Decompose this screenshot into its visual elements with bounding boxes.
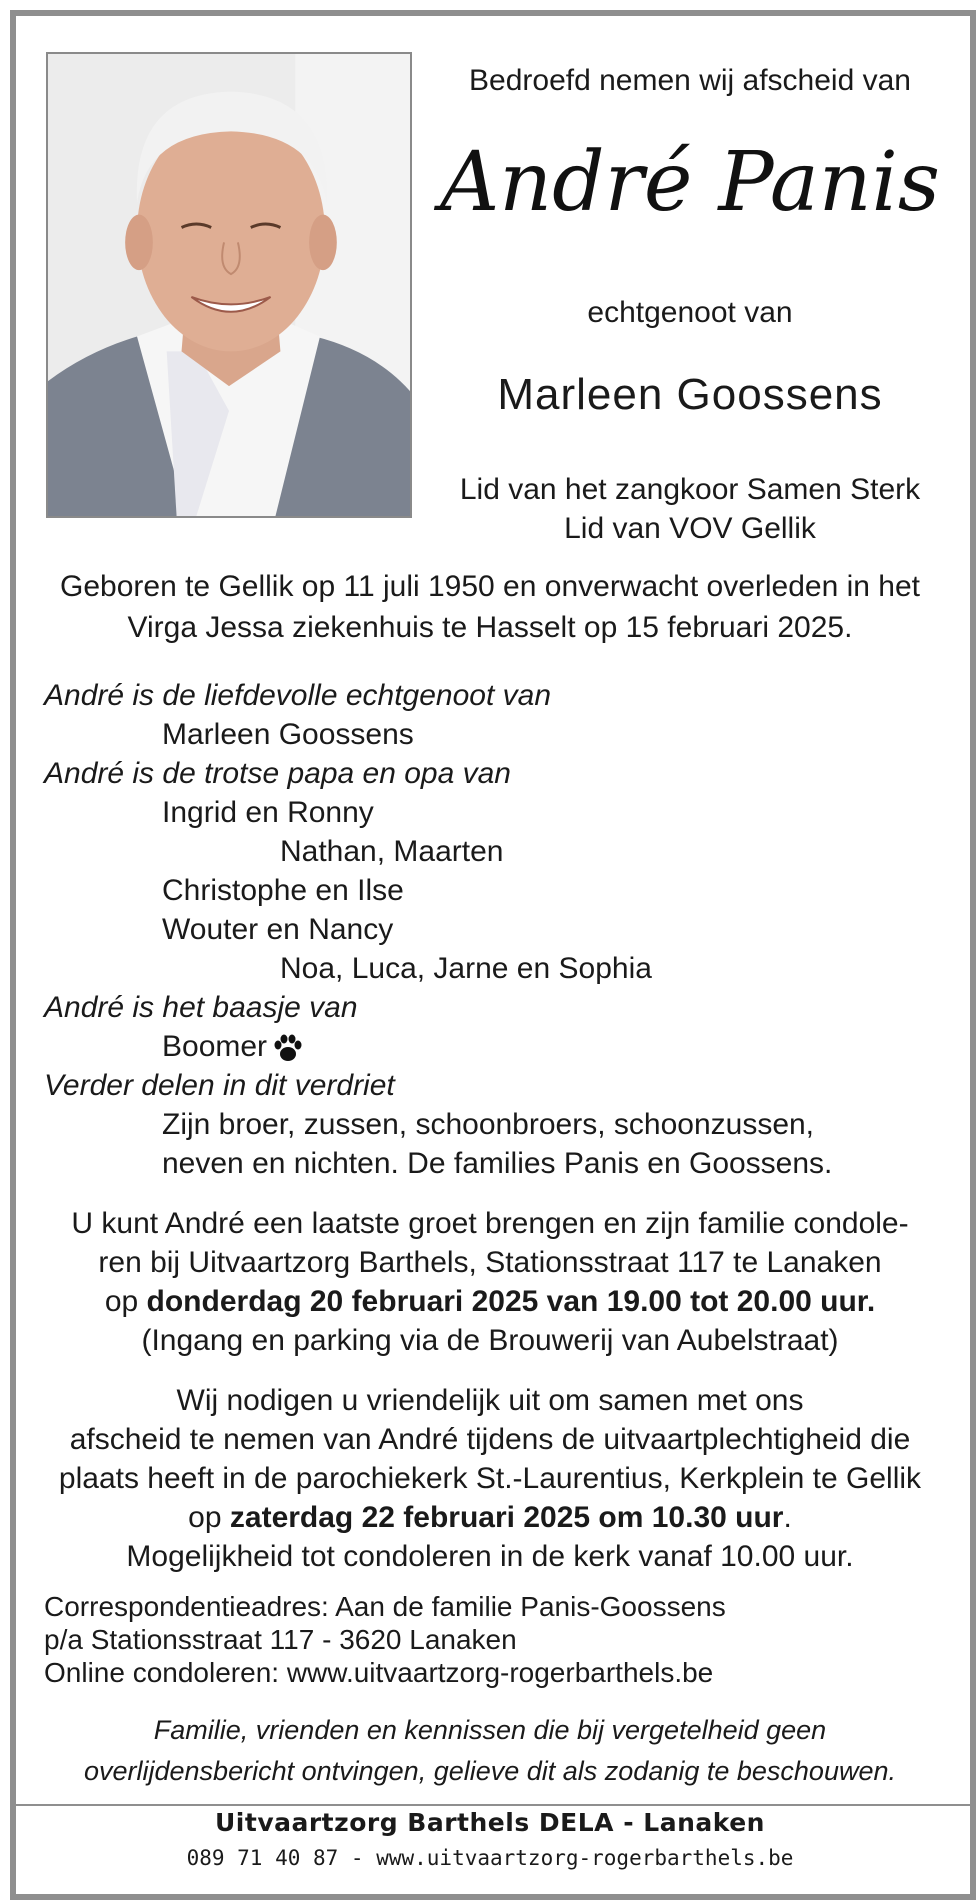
portrait-photo bbox=[46, 52, 412, 518]
family-member: Christophe en Ilse bbox=[162, 874, 404, 907]
visitation-date: op donderdag 20 februari 2025 van 19.00 tot 20.00 uur. bbox=[104, 1285, 876, 1318]
family-heading: Verder delen in dit verdriet bbox=[44, 1069, 395, 1102]
deceased-name bbox=[420, 122, 960, 242]
family-heading: André is de trotse papa en opa van bbox=[44, 757, 511, 790]
death-line: Virga Jessa ziekenhuis te Hasselt op 15 februari 2025. bbox=[127, 611, 853, 644]
funeral-line: Mogelijkheid tot condoleren in de kerk vanaf 10.00 uur. bbox=[126, 1540, 854, 1573]
birth-line: Geboren te Gellik op 11 juli 1950 en onverwacht overleden in het bbox=[60, 570, 920, 603]
family-member: Wouter en Nancy bbox=[162, 913, 394, 946]
deceased-name-text: André Panis bbox=[440, 135, 940, 230]
funeral-line: Wij nodigen u vriendelijk uit om samen met ons bbox=[176, 1384, 804, 1417]
family-member: Ingrid en Ronny bbox=[162, 796, 374, 829]
family-member: neven en nichten. De families Panis en Goossens. bbox=[162, 1147, 833, 1180]
membership-line: Lid van het zangkoor Samen Sterk bbox=[459, 473, 921, 506]
family-member: Nathan, Maarten bbox=[280, 835, 504, 868]
intro-text: Bedroefd nemen wij afscheid van bbox=[469, 64, 911, 97]
notice-note: Familie, vrienden en kennissen die bij vergetelheid geen overlijdensbericht ontvingen, gelieve dit als zodanig te beschouwen. bbox=[83, 1715, 897, 1786]
visitation-line: (Ingang en parking via de Brouwerij van Aubelstraat) bbox=[141, 1324, 839, 1357]
address-line: p/a Stationsstraat 117 - 3620 Lanaken bbox=[44, 1624, 517, 1655]
pet-name: Boomer bbox=[162, 1030, 268, 1063]
spouse-name: Marleen Goossens bbox=[497, 370, 883, 419]
funeral-home-name: Uitvaartzorg Barthels DELA - Lanaken bbox=[215, 1808, 765, 1837]
visitation-line: U kunt André een laatste groet brengen en zijn familie condole- bbox=[71, 1207, 909, 1240]
correspondence-address bbox=[44, 1590, 944, 1689]
spouse-label: echtgenoot van bbox=[587, 296, 793, 329]
visitation-line: ren bij Uitvaartzorg Barthels, Stationsstraat 117 te Lanaken bbox=[98, 1246, 882, 1279]
birth-death-info bbox=[30, 566, 950, 648]
family-member: Marleen Goossens bbox=[162, 718, 414, 751]
memberships bbox=[430, 470, 950, 548]
online-condolence-link: Online condoleren: www.uitvaartzorg-rogerbarthels.be bbox=[44, 1657, 714, 1688]
family-list bbox=[44, 676, 944, 1183]
family-member: Noa, Luca, Jarne en Sophia bbox=[280, 952, 652, 985]
funeral-datetime: zaterdag 22 februari 2025 om 10.30 uur bbox=[229, 1501, 784, 1534]
visitation-info bbox=[30, 1204, 950, 1360]
family-member bbox=[44, 1027, 944, 1066]
visitation-datetime: donderdag 20 februari 2025 van 19.00 tot 20.00 uur. bbox=[146, 1285, 876, 1318]
funeral-line: plaats heeft in de parochiekerk St.-Laurentius, Kerkplein te Gellik bbox=[58, 1462, 922, 1495]
paw-icon bbox=[271, 1031, 305, 1065]
funeral-date: op zaterdag 22 februari 2025 om 10.30 uur. bbox=[188, 1501, 792, 1534]
address-line: Correspondentieadres: Aan de familie Panis-Goossens bbox=[44, 1591, 726, 1622]
footer-divider bbox=[16, 1804, 970, 1806]
family-heading: André is de liefdevolle echtgenoot van bbox=[44, 679, 552, 712]
funeral-line: afscheid te nemen van André tijdens de uitvaartplechtigheid die bbox=[69, 1423, 911, 1456]
funeral-home-contact: 089 71 40 87 - www.uitvaartzorg-rogerbarthels.be bbox=[186, 1846, 794, 1870]
funeral-info bbox=[30, 1381, 950, 1576]
membership-line: Lid van VOV Gellik bbox=[564, 512, 816, 545]
family-member: Zijn broer, zussen, schoonbroers, schoonzussen, bbox=[162, 1108, 815, 1141]
family-heading: André is het baasje van bbox=[44, 991, 358, 1024]
